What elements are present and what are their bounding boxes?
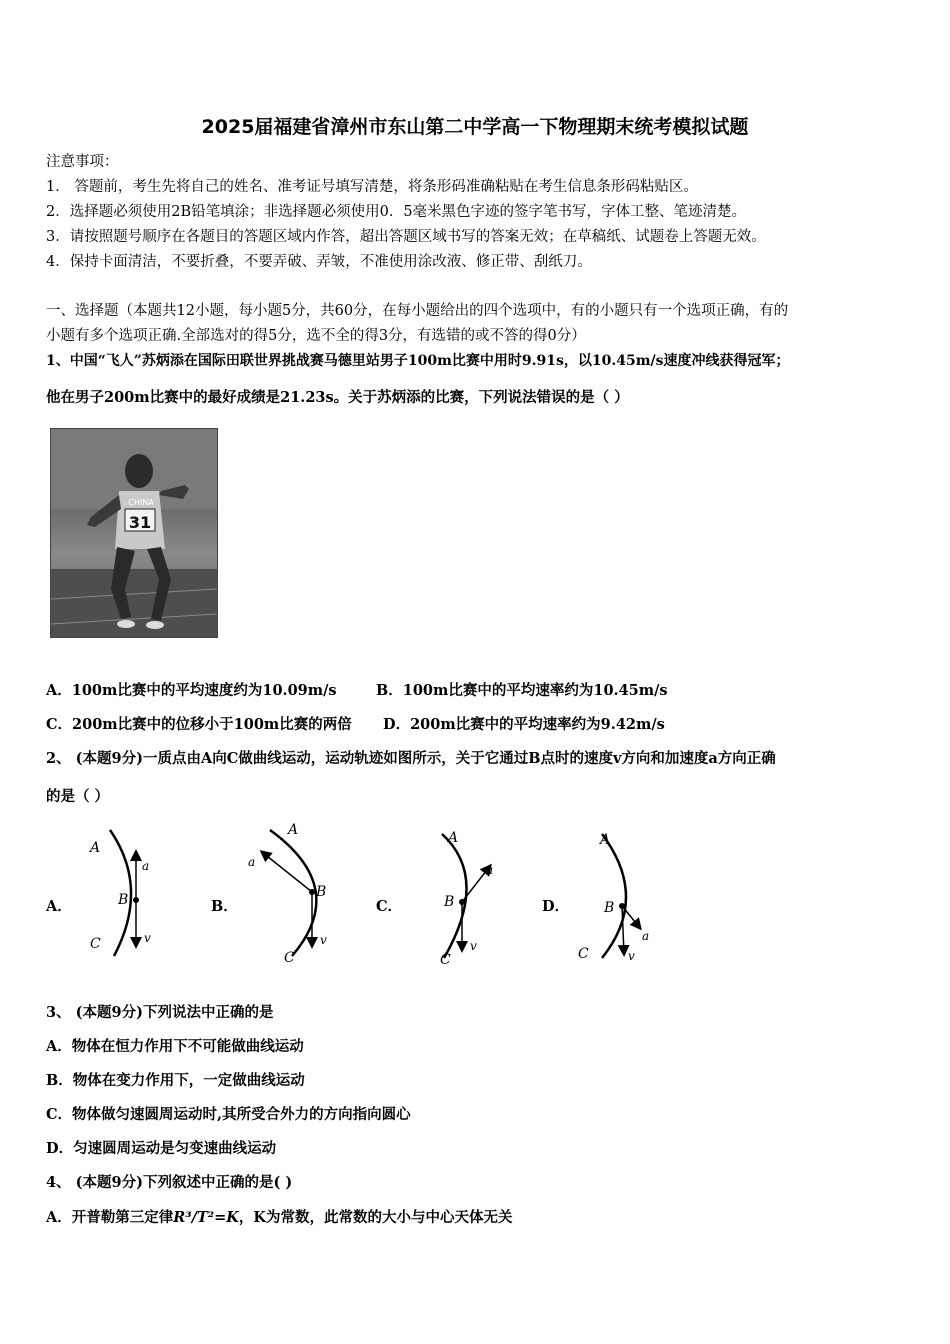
notice-heading: 注意事项：: [46, 154, 119, 170]
exam-title: 2025届福建省漳州市东山第二中学高一下物理期末统考模拟试题: [201, 116, 749, 138]
q3-option-a: A．物体在恒力作用下不可能做曲线运动: [46, 1038, 304, 1055]
kepler-formula: R³/T²=K: [173, 1209, 239, 1226]
q3-stem: 3、 (本题9分)下列说法中正确的是: [46, 1004, 274, 1021]
q4-option-a: [46, 1208, 512, 1228]
q2-label-d: D．: [542, 898, 570, 915]
trajectory-figure-b: [240, 818, 340, 968]
q2-label-a: A．: [46, 898, 72, 915]
sprinter-photo: [50, 428, 218, 638]
point-c-label: C: [284, 950, 295, 966]
q1-option-b: B．100m比赛中的平均速率约为10.45m/s: [376, 682, 668, 699]
trajectory-figure-c: [420, 818, 510, 968]
jersey-text: CHINA: [128, 498, 154, 507]
notice-item: 3．请按照题号顺序在各题目的答题区域内作答，超出答题区域书写的答案无效；在草稿纸、试题卷上答题无效。: [46, 229, 766, 245]
point-b-label: B: [118, 892, 129, 908]
point-a-label: A: [600, 832, 611, 848]
point-c-label: C: [90, 936, 101, 952]
q2-stem: 的是（ ）: [46, 788, 110, 805]
q3-option-d: D．匀速圆周运动是匀变速曲线运动: [46, 1140, 277, 1157]
point-c-label: C: [578, 946, 589, 962]
q1-stem: 他在男子200m比赛中的最好成绩是21.23s。关于苏炳添的比赛，下列说法错误的是（ ）: [46, 389, 629, 406]
velocity-label: v: [320, 933, 327, 947]
notice-item: 4．保持卡面清洁，不要折叠，不要弄破、弄皱，不准使用涂改液、修正带、刮纸刀。: [46, 254, 592, 270]
q1-option-a: A．100m比赛中的平均速度约为10.09m/s: [46, 682, 337, 699]
accel-label: a: [642, 929, 650, 943]
trajectory-figure-a: [80, 818, 170, 968]
notice-item: 2．选择题必须使用2B铅笔填涂；非选择题必须使用0．5毫米黑色字迹的签字笔书写，字体工整、笔迹清楚。: [46, 204, 747, 220]
point-b-label: B: [316, 884, 327, 900]
q1-option-c: C．200m比赛中的位移小于100m比赛的两倍: [46, 716, 352, 733]
point-a-label: A: [90, 840, 101, 856]
point-c-label: C: [440, 952, 451, 968]
q2-label-b: B．: [211, 898, 238, 915]
q3-option-b: B．物体在变力作用下，一定做曲线运动: [46, 1072, 305, 1089]
trajectory-figure-d: [572, 818, 662, 968]
point-b-label: B: [604, 900, 615, 916]
point-b-label: B: [444, 894, 455, 910]
q1-option-d: D．200m比赛中的平均速率约为9.42m/s: [383, 716, 665, 733]
section-instructions: 小题有多个选项正确.全部选对的得5分，选不全的得3分，有选错的或不答的得0分）: [46, 328, 586, 344]
point-a-label: A: [288, 822, 299, 838]
q4-stem: 4、 (本题9分)下列叙述中正确的是( ): [46, 1174, 293, 1191]
velocity-label: v: [470, 939, 477, 953]
q2-stem: 2、 (本题9分)一质点由A向C做曲线运动，运动轨迹如图所示，关于它通过B点时的速度v方向和加速度a方向正确: [46, 750, 776, 767]
notice-item: 1． 答题前，考生先将自己的姓名、准考证号填写清楚，将条形码准确粘贴在考生信息条形码粘贴区。: [46, 179, 698, 195]
velocity-label: v: [144, 931, 151, 945]
section-instructions: 一、选择题（本题共12小题，每小题5分，共60分，在每小题给出的四个选项中，有的小题只有一个选项正确，有的: [46, 303, 789, 319]
bib-number: 31: [128, 513, 152, 532]
accel-label: a: [248, 855, 256, 869]
q3-option-c: C．物体做匀速圆周运动时,其所受合外力的方向指向圆心: [46, 1106, 411, 1123]
q4-option-a-prefix: A．开普勒第三定律: [46, 1209, 174, 1226]
q4-option-a-suffix: ，K为常数，此常数的大小与中心天体无关: [238, 1209, 513, 1226]
q1-stem: 1、中国“飞人”苏炳添在国际田联世界挑战赛马德里站男子100m比赛中用时9.91s，以10.45m/s速度冲线获得冠军；: [46, 353, 790, 369]
accel-label: a: [486, 863, 494, 877]
velocity-label: v: [628, 949, 635, 963]
q2-label-c: C．: [376, 898, 403, 915]
accel-label: a: [142, 859, 150, 873]
point-a-label: A: [448, 830, 459, 846]
